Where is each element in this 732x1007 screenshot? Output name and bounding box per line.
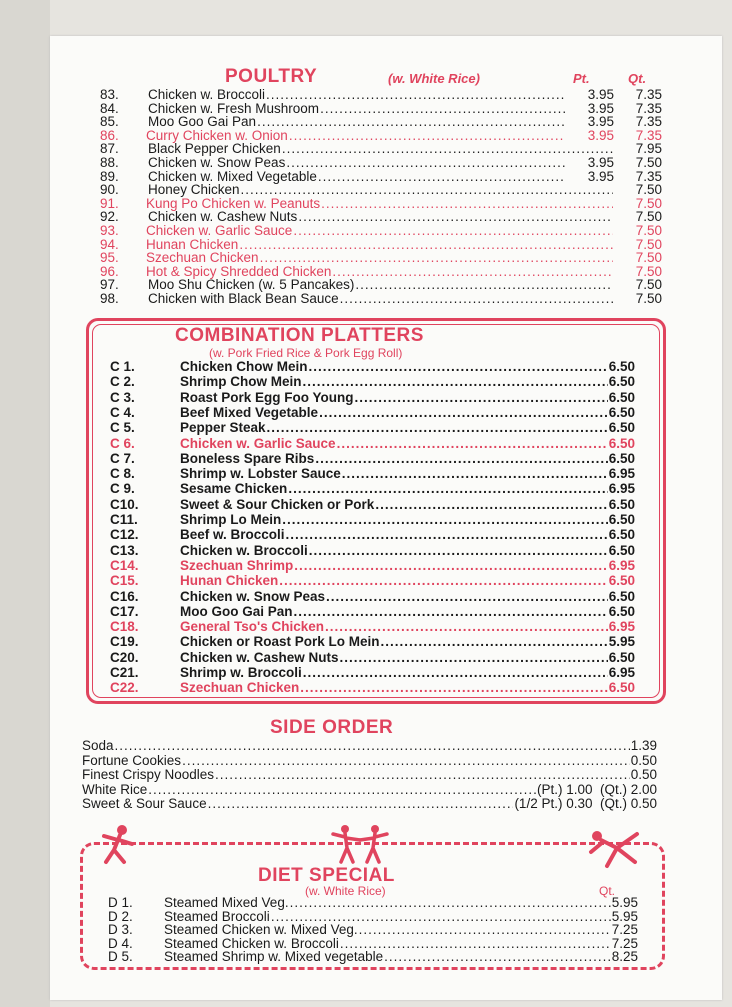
combo-item-row [110,375,635,389]
leader-dots [309,360,608,374]
item-name: Chicken w. Snow Peas [148,155,286,170]
item-price: 6.50 [608,542,635,558]
item-price-pt: 3.95 [587,87,614,102]
item-price-qt: 7.50 [635,291,662,306]
combo-item-row [110,681,635,695]
poultry-subtitle: (w. White Rice) [388,71,480,86]
item-price: 5.95 [611,895,638,910]
item-name: Chicken w. Cashew Nuts [180,649,339,665]
item-price: (1/2 Pt.) 0.30 (Qt.) 0.50 [514,796,657,812]
combo-item-row [110,406,635,420]
item-name: Steamed Chicken w. Broccoli [164,935,339,951]
diet-special-col-qt: Qt. [599,884,616,898]
leader-dots [294,605,608,619]
leader-dots [271,910,611,924]
side-item-row [82,739,657,753]
menu-item-row [100,197,662,211]
item-name: Hunan Chicken [146,236,239,252]
leader-dots [355,278,613,292]
item-name: Steamed Shrimp w. Mixed vegetable [164,949,384,965]
item-price: 6.50 [608,359,635,374]
leader-dots [319,406,608,420]
item-name: Pepper Steak [180,420,266,436]
leader-dots [293,224,613,238]
item-number: C20. [110,649,139,665]
item-number: 91. [100,195,119,211]
item-number: 89. [100,168,119,184]
item-price: 0.50 [630,767,657,783]
leader-dots [215,768,630,782]
item-price-qt: 7.95 [635,141,662,157]
item-price-qt: 7.50 [635,182,662,198]
item-number: C 6. [110,435,135,451]
combo-item-row [110,651,635,665]
leader-dots [309,544,608,558]
item-price: 6.50 [608,649,635,665]
item-number: C10. [110,496,139,512]
item-number: D 5. [108,949,133,965]
item-price-qt: 7.50 [635,277,662,293]
item-name: Honey Chicken [148,182,240,198]
item-price-qt: 7.35 [635,127,662,143]
menu-item-row [100,88,662,102]
combo-item-row [110,482,635,496]
item-name: Kung Po Chicken w. Peanuts [146,195,321,211]
leader-dots [286,528,608,542]
item-name: Finest Crispy Noodles [82,767,215,783]
menu-item-row [100,265,662,279]
item-price: 6.95 [608,665,635,680]
item-name: Chicken or Roast Pork Lo Mein [180,634,380,650]
leader-dots [381,635,608,649]
item-number: C 1. [110,359,135,374]
leader-dots [282,513,607,527]
leader-dots [340,292,613,306]
diet-special-subtitle: (w. White Rice) [305,884,386,898]
menu-item-row [100,251,662,265]
leader-dots [286,156,565,170]
item-price: 6.50 [608,420,635,436]
item-price: 6.95 [608,481,635,497]
leader-dots [303,666,608,680]
side-item-row [82,754,657,768]
item-price: 0.50 [630,752,657,768]
leader-dots [115,739,630,753]
menu-item-row [100,183,662,197]
item-name: Moo Shu Chicken (w. 5 Pancakes) [148,277,355,293]
item-price-qt: 7.50 [635,195,662,211]
item-price: 6.95 [608,557,635,573]
item-number: C19. [110,634,139,650]
item-name: General Tso's Chicken [180,619,325,635]
item-price: 6.50 [608,573,635,589]
item-number: C16. [110,588,139,604]
item-price-pt: 3.95 [587,127,614,143]
diet-item-row [108,910,638,924]
scan-background [0,0,50,1007]
item-number: C 8. [110,466,135,482]
leader-dots [359,923,611,937]
leader-dots [315,452,607,466]
item-name: Chicken w. Garlic Sauce [146,223,293,238]
item-number: C12. [110,527,139,543]
item-name: Sesame Chicken [180,481,288,497]
combo-item-row [110,590,635,604]
item-number: C22. [110,680,139,696]
leader-dots [342,467,608,481]
item-number: 92. [100,209,119,225]
item-number: C17. [110,603,139,619]
item-number: C21. [110,665,139,680]
item-price-pt: 3.95 [587,114,614,130]
combo-item-row [110,544,635,558]
item-price: 8.25 [611,949,638,965]
item-number: 93. [100,223,119,238]
leader-dots [282,142,613,156]
item-number: 95. [100,250,119,266]
combo-item-row [110,513,635,527]
menu-item-row [100,278,662,292]
combo-item-row [110,467,635,481]
item-price: 6.50 [608,374,635,390]
item-price-qt: 7.35 [635,100,662,116]
item-name: Steamed Chicken w. Mixed Veg. [164,922,358,938]
leader-dots [318,170,565,184]
item-price: 6.50 [608,680,635,696]
item-name: Szechuan Shrimp [180,557,294,573]
item-number: C13. [110,542,139,558]
diet-item-row [108,937,638,951]
item-price: 6.50 [608,404,635,420]
side-order-title: SIDE ORDER [270,717,394,738]
menu-item-row [100,238,662,252]
item-price: 6.50 [608,588,635,604]
item-name: White Rice [82,781,148,797]
item-price-qt: 7.35 [635,168,662,184]
dancer-figure-left-icon [92,822,142,872]
item-name: Szechuan Chicken [146,250,259,266]
menu-item-row [100,210,662,224]
item-price-qt: 7.50 [635,155,662,170]
item-price: 7.25 [611,922,638,938]
combo-item-row [110,452,635,466]
item-name: Soda [82,738,114,753]
leader-dots [355,391,608,405]
combination-title: COMBINATION PLATTERS [175,325,424,346]
menu-item-row [100,156,662,170]
leader-dots [294,559,607,573]
item-price: 6.50 [608,512,635,527]
item-price: 6.50 [608,603,635,619]
item-price: 6.50 [608,496,635,512]
item-price: 6.95 [608,466,635,482]
leader-dots [303,375,608,389]
menu-item-row [100,115,662,129]
item-number: C18. [110,619,139,635]
combo-item-row [110,498,635,512]
combo-item-row [110,391,635,405]
combination-subtitle: (w. Pork Fried Rice & Pork Egg Roll) [209,346,403,360]
item-name: Roast Pork Egg Foo Young [180,389,354,405]
leader-dots [279,574,607,588]
leader-dots [337,437,608,451]
combo-item-row [110,421,635,435]
item-name: Fortune Cookies [82,752,182,768]
menu-item-row [100,224,662,238]
item-name: Hot & Spicy Shredded Chicken [146,263,332,279]
combo-item-row [110,574,635,588]
leader-dots [257,115,565,129]
dancer-figure-right-icon [585,826,650,871]
item-price-qt: 7.50 [635,223,662,238]
item-name: Steamed Broccoli [164,908,270,924]
item-price: 6.50 [608,450,635,466]
menu-item-row [100,142,662,156]
item-name: Hunan Chicken [180,573,279,589]
item-name: Sweet & Sour Sauce [82,796,207,812]
item-price-qt: 7.35 [635,87,662,102]
item-number: C 3. [110,389,135,405]
leader-dots [241,183,613,197]
leader-dots [340,651,608,665]
leader-dots [290,896,611,910]
combo-item-row [110,528,635,542]
item-number: 85. [100,114,119,130]
leader-dots [298,210,613,224]
leader-dots [182,754,630,768]
item-name: Chicken w. Mixed Vegetable [148,168,317,184]
item-number: 90. [100,182,119,198]
item-number: 98. [100,291,119,306]
item-price-qt: 7.50 [635,209,662,225]
combo-item-row [110,635,635,649]
item-number: 84. [100,100,119,116]
item-price: 7.25 [611,935,638,951]
menu-item-row [100,292,662,306]
combo-item-row [110,605,635,619]
item-number: C 2. [110,374,135,390]
leader-dots [239,238,613,252]
item-name: Chicken w. Snow Peas [180,588,326,604]
item-name: Szechuan Chicken [180,680,300,696]
item-price-qt: 7.50 [635,236,662,252]
item-number: 88. [100,155,119,170]
combo-item-row [110,620,635,634]
combo-item-row [110,559,635,573]
item-name: Steamed Mixed Veg. [164,895,289,910]
item-number: C 7. [110,450,135,466]
item-number: 83. [100,87,119,102]
item-price: 1.39 [630,738,657,753]
diet-item-row [108,950,638,964]
item-number: 87. [100,141,119,157]
item-name: Shrimp w. Lobster Sauce [180,466,341,482]
leader-dots [260,251,613,265]
item-number: D 1. [108,895,133,910]
leader-dots [266,88,565,102]
leader-dots [332,265,613,279]
leader-dots [326,590,608,604]
item-price-pt: 3.95 [587,155,614,170]
item-name: Moo Goo Gai Pan [148,114,257,130]
combo-item-row [110,437,635,451]
leader-dots [340,937,611,951]
item-price: 5.95 [611,908,638,924]
item-price-qt: 7.50 [635,250,662,266]
poultry-col-pt: Pt. [573,71,590,86]
leader-dots [148,783,536,797]
menu-item-row [100,170,662,184]
side-item-row [82,768,657,782]
item-price: 6.50 [608,389,635,405]
item-price: (Pt.) 1.00 (Qt.) 2.00 [536,781,657,797]
menu-item-row [100,102,662,116]
item-name: Shrimp Lo Mein [180,512,282,527]
item-number: D 4. [108,935,133,951]
diet-item-row [108,923,638,937]
item-name: Shrimp w. Broccoli [180,665,302,680]
item-name: Chicken w. Broccoli [148,87,266,102]
dancing-couple-icon [325,822,395,867]
item-price-qt: 7.35 [635,114,662,130]
diet-special-title: DIET SPECIAL [258,865,395,886]
item-name: Beef w. Broccoli [180,527,285,543]
item-name: Chicken w. Fresh Mushroom [148,100,320,116]
leader-dots [289,129,565,143]
item-name: Chicken w. Broccoli [180,542,308,558]
item-name: Chicken w. Garlic Sauce [180,435,336,451]
item-price: 5.95 [608,634,635,650]
item-number: C 5. [110,420,135,436]
item-number: 97. [100,277,119,293]
side-item-row [82,783,657,797]
menu-item-row [100,129,662,143]
leader-dots [321,197,613,211]
item-number: 94. [100,236,119,252]
item-number: 96. [100,263,119,279]
item-number: C15. [110,573,139,589]
item-price: 6.50 [608,527,635,543]
item-name: Shrimp Chow Mein [180,374,302,390]
leader-dots [267,421,608,435]
leader-dots [300,681,607,695]
combo-item-row [110,666,635,680]
leader-dots [384,950,611,964]
item-price: 6.95 [608,619,635,635]
combo-item-row [110,360,635,374]
poultry-title: POULTRY [225,66,318,87]
item-price: 6.50 [608,435,635,451]
item-number: 86. [100,127,119,143]
leader-dots [208,797,514,811]
side-item-row [82,797,657,811]
leader-dots [320,102,565,116]
leader-dots [325,620,608,634]
item-number: C 4. [110,404,135,420]
item-price-pt: 3.95 [587,168,614,184]
item-number: C14. [110,557,139,573]
item-name: Black Pepper Chicken [148,141,281,157]
item-name: Sweet & Sour Chicken or Pork [180,496,375,512]
item-name: Beef Mixed Vegetable [180,404,319,420]
item-name: Chicken with Black Bean Sauce [148,291,339,306]
poultry-col-qt: Qt. [628,71,647,86]
item-name: Chicken Chow Mein [180,359,308,374]
item-name: Boneless Spare Ribs [180,450,315,466]
item-name: Chicken w. Cashew Nuts [148,209,298,225]
item-name: Curry Chicken w. Onion [146,127,288,143]
item-price-pt: 3.95 [587,100,614,116]
item-number: C11. [110,512,138,527]
leader-dots [288,482,607,496]
item-number: D 2. [108,908,133,924]
item-name: Moo Goo Gai Pan [180,603,293,619]
diet-item-row [108,896,638,910]
item-number: D 3. [108,922,133,938]
leader-dots [375,498,607,512]
item-number: C 9. [110,481,135,497]
item-price-qt: 7.50 [635,263,662,279]
